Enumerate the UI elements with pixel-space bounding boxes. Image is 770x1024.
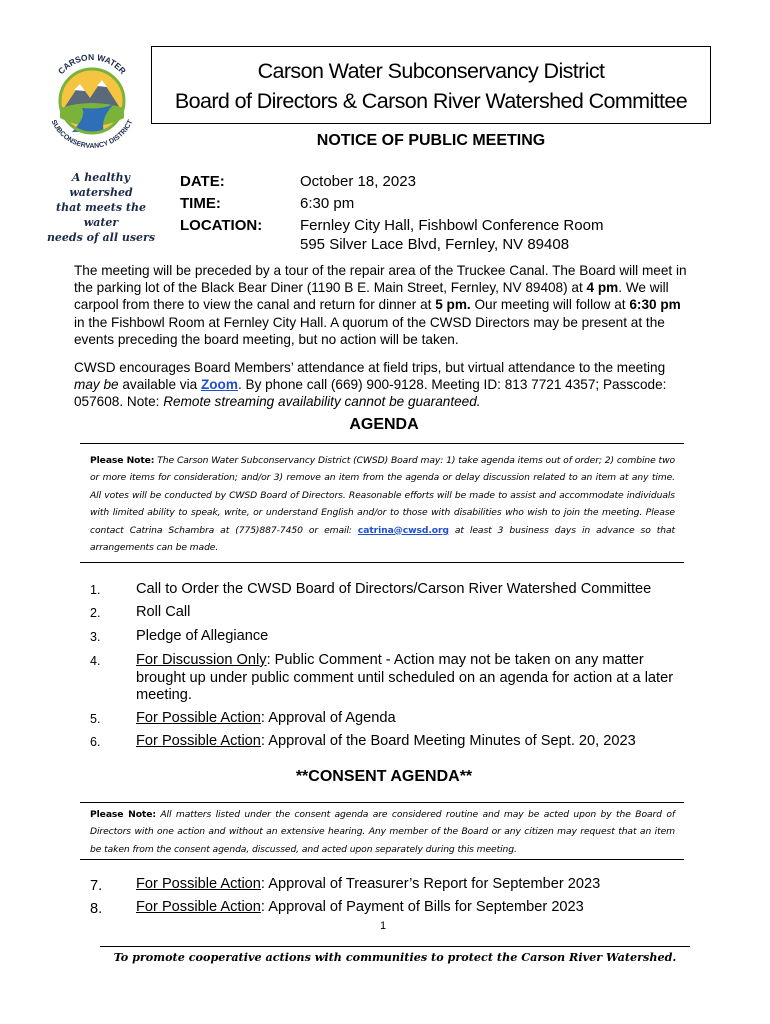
date-label: DATE: <box>180 173 225 190</box>
time-value: 6:30 pm <box>300 195 355 212</box>
tagline-line: A healthy watershed <box>69 171 133 199</box>
agenda-item: Pledge of Allegiance <box>136 628 269 644</box>
consent-item: For Possible Action: Approval of Treasurer’s Report for September 2023 <box>136 876 601 892</box>
item-number: 1. <box>90 583 101 597</box>
agenda-item: For Discussion Only: Public Comment - Action may not be taken on any matter brought up under public comment until scheduled on an agenda for action at a later meeting. <box>136 652 674 704</box>
agenda-item: Roll Call <box>136 604 191 620</box>
location-label: LOCATION: <box>180 217 263 234</box>
footer-motto: To promote cooperative actions with communities to protect the Carson River Watershed. <box>113 950 677 964</box>
tagline-line: needs of all users <box>46 231 156 244</box>
page-number: 1 <box>379 920 387 932</box>
divider <box>80 443 684 444</box>
item-number: 6. <box>90 735 101 749</box>
tagline <box>40 170 162 245</box>
attendance-paragraph: CWSD encourages Board Members’ attendance at field trips, but virtual attendance to the meeting may be available via Zoom. By phone call (669) 900-9128. Meeting ID: 813 7721 4357; Passcode: 057608. Note: Remote streaming availability cannot be guaranteed. <box>74 360 667 410</box>
divider <box>80 802 684 803</box>
notice-heading: NOTICE OF PUBLIC MEETING <box>316 132 546 149</box>
tagline-line: that meets the water <box>56 201 146 229</box>
consent-agenda-heading: **CONSENT AGENDA** <box>295 768 473 785</box>
footer-divider <box>100 946 690 947</box>
agenda-item: For Possible Action: Approval of Agenda <box>136 710 396 726</box>
item-number: 4. <box>90 654 101 668</box>
title-line-2: Board of Directors & Carson River Watershed Committee <box>174 89 688 113</box>
item-number: 7. <box>90 878 103 894</box>
tour-paragraph: The meeting will be preceded by a tour of the repair area of the Truckee Canal. The Board will meet in the parking lot of the Black Bear Diner (1190 B E. Main Street, Fernley, NV 89408) at 4 pm. We will carpool from there to view the canal and return for dinner at 5 pm. Our meeting will follow at 6:30 pm in the Fishbowl Room at Fernley City Hall. A quorum of the CWSD Directors may be present at the events preceding the board meeting, but no action will be taken. <box>74 263 687 347</box>
item-number: 5. <box>90 712 101 726</box>
time-label: TIME: <box>180 195 221 212</box>
email-link[interactable]: catrina@cwsd.org <box>357 524 449 536</box>
logo-bottom-text: SUBCONSERVANCY DISTRICT <box>49 118 135 151</box>
consent-note: Please Note: All matters listed under the consent agenda are considered routine and may be acted upon by the Board of Directors with one action and without an extensive hearing. Any member of the Board or any citizen may request that an item be taken from the consent agenda, discussed, and acted upon separately during this meeting. <box>90 809 675 855</box>
logo-top-text: CARSON WATER <box>55 51 129 77</box>
title-line-1: Carson Water Subconservancy District <box>257 59 605 83</box>
zoom-link[interactable]: Zoom <box>200 377 238 393</box>
date-value: October 18, 2023 <box>300 173 416 190</box>
location-line-1: Fernley City Hall, Fishbowl Conference Room <box>300 217 604 234</box>
agenda-item: For Possible Action: Approval of the Board Meeting Minutes of Sept. 20, 2023 <box>136 733 636 749</box>
item-number: 2. <box>90 606 101 620</box>
item-number: 8. <box>90 901 103 917</box>
divider <box>80 859 684 860</box>
consent-item: For Possible Action: Approval of Payment of Bills for September 2023 <box>136 899 584 915</box>
agenda-item: Call to Order the CWSD Board of Directors/Carson River Watershed Committee <box>136 581 652 597</box>
agenda-note: Please Note: The Carson Water Subconservancy District (CWSD) Board may: 1) take agenda items out of order; 2) combine two or more items for consideration; and/or 3) remove an item from the agenda or delay discussion related to an item at any time. All votes will be conducted by CWSD Board of Directors. Reasonable efforts will be made to assist and accommodate individuals with limited ability to speak, write, or understand English and/or to those with disabilities who wish to join the meeting. Please contact Catrina Schambra at (775)887-7450 or email: catrina@cwsd.org at least 3 business days in advance so that arrangements can be made. <box>90 455 675 554</box>
divider <box>80 562 684 563</box>
title-box <box>151 46 711 124</box>
location-line-2: 595 Silver Lace Blvd, Fernley, NV 89408 <box>300 236 570 253</box>
cwsd-logo <box>42 46 142 156</box>
item-number: 3. <box>90 630 101 644</box>
agenda-heading: AGENDA <box>349 416 419 433</box>
